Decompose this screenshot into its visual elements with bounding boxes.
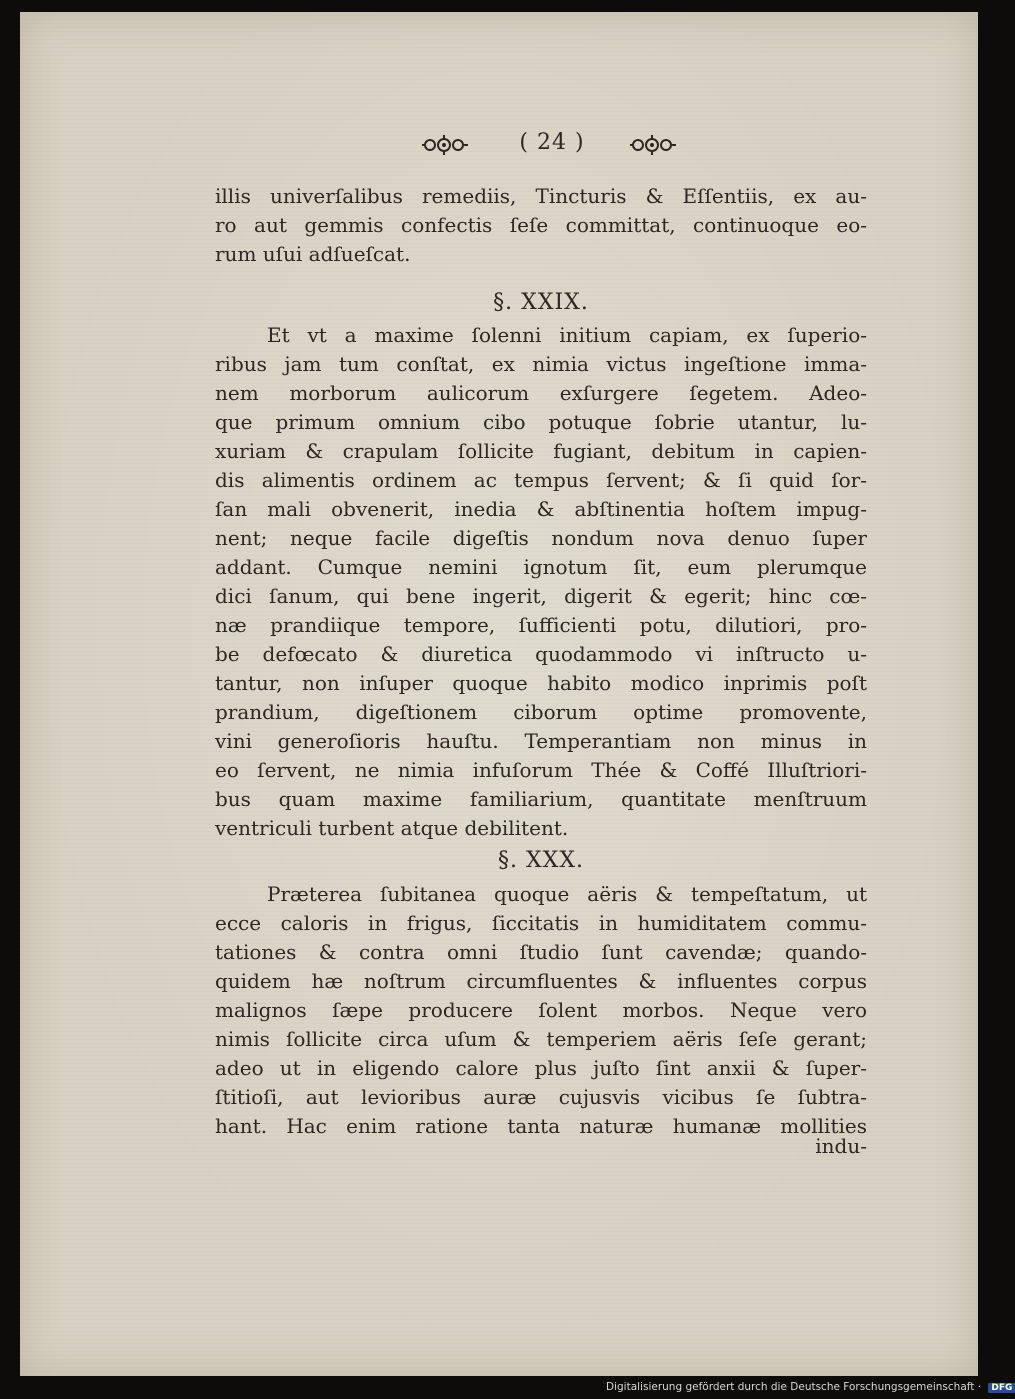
text-line: Et vt a maxime ſolenni initium capiam, ex ſuperio- bbox=[267, 323, 867, 347]
text-line: nem morborum aulicorum exſurgere ſegetem. Adeo- bbox=[215, 381, 867, 405]
text-line: tantur, non inſuper quoque habito modico inprimis poſt bbox=[215, 671, 867, 695]
text-line: ſtitioſi, aut levioribus auræ cujusvis vicibus ſe ſubtra- bbox=[215, 1085, 867, 1109]
text-line: dis alimentis ordinem ac tempus ſervent; & ſi quid ſor- bbox=[215, 468, 867, 492]
section-29-body bbox=[215, 321, 867, 843]
digitization-footer bbox=[606, 1381, 1015, 1395]
text-line: tationes & contra omni ſtudio ſunt cavendæ; quando- bbox=[215, 940, 867, 964]
text-line: ſan mali obvenerit, inedia & abſtinentia hoſtem impug- bbox=[215, 497, 867, 521]
text-line: bus quam maxime familiarium, quantitate menſtruum bbox=[215, 787, 867, 811]
catchword: indu- bbox=[815, 1134, 867, 1158]
text-line: malignos ſæpe producere ſolent morbos. Neque vero bbox=[215, 998, 867, 1022]
ornament-right-icon bbox=[628, 132, 676, 158]
text-line: illis univerſalibus remediis, Tincturis & Eſſentiis, ex au- bbox=[215, 184, 867, 208]
text-line: addant. Cumque nemini ignotum ſit, eum plerumque bbox=[215, 555, 867, 579]
text-line: vini generoſioris hauſtu. Temperantiam non minus in bbox=[215, 729, 867, 753]
page-header bbox=[420, 130, 700, 164]
text-line: rum uſui adſueſcat. bbox=[215, 242, 411, 266]
text-line: be defœcato & diuretica quodammodo vi inſtructo u- bbox=[215, 642, 867, 666]
text-line: hant. Hac enim ratione tanta naturæ humanæ mollities bbox=[215, 1114, 867, 1138]
text-line: ro aut gemmis confectis ſeſe committat, continuoque eo- bbox=[215, 213, 867, 237]
section-30-body bbox=[215, 880, 867, 1141]
text-line: adeo ut in eligendo calore plus juſto ſint anxii & ſuper- bbox=[215, 1056, 867, 1080]
text-line: eo ſervent, ne nimia infuſorum Thée & Coffé Illuſtriori- bbox=[215, 758, 867, 782]
scanned-page bbox=[20, 12, 978, 1376]
text-line: næ prandiique tempore, ſufficienti potu, dilutiori, pro- bbox=[215, 613, 867, 637]
text-line: Præterea ſubitanea quoque aëris & tempeſtatum, ut bbox=[267, 882, 867, 906]
dfg-logo-icon: DFG bbox=[988, 1383, 1015, 1393]
section-heading-30: §. XXX. bbox=[498, 848, 584, 873]
paragraph-intro bbox=[215, 182, 867, 269]
text-line: que primum omnium cibo potuque ſobrie utantur, lu- bbox=[215, 410, 867, 434]
text-line: nent; neque facile digeſtis nondum nova denuo ſuper bbox=[215, 526, 867, 550]
text-line: quidem hæ noſtrum circumfluentes & influentes corpus bbox=[215, 969, 867, 993]
page-number: ( 24 ) bbox=[519, 130, 585, 155]
ornament-left-icon bbox=[420, 132, 468, 158]
text-line: ventriculi turbent atque debilitent. bbox=[215, 816, 569, 840]
text-line: ribus jam tum conſtat, ex nimia victus ingeſtione imma- bbox=[215, 352, 867, 376]
text-line: nimis ſollicite circa uſum & temperiem aëris ſeſe gerant; bbox=[215, 1027, 867, 1051]
text-line: prandium, digeſtionem ciborum optime promovente, bbox=[215, 700, 867, 724]
text-line: ecce caloris in frigus, ſiccitatis in humiditatem commu- bbox=[215, 911, 867, 935]
text-line: xuriam & crapulam ſollicite fugiant, debitum in capien- bbox=[215, 439, 867, 463]
footer-text: Digitalisierung gefördert durch die Deutsche Forschungsgemeinschaft · bbox=[606, 1381, 982, 1393]
section-heading-29: §. XXIX. bbox=[493, 290, 589, 315]
text-line: dici ſanum, qui bene ingerit, digerit & egerit; hinc cœ- bbox=[215, 584, 867, 608]
